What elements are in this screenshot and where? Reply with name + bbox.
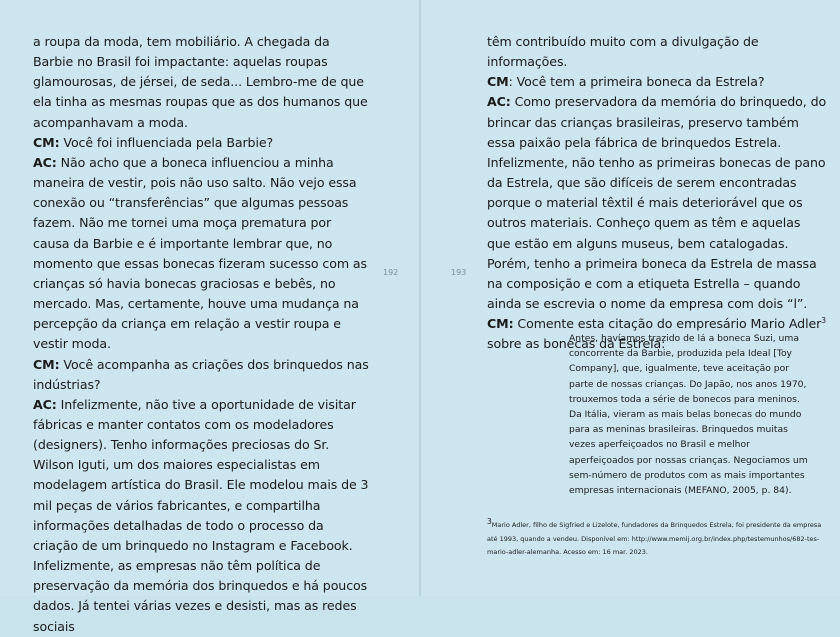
speaker-label: CM: xyxy=(33,356,60,372)
answer-paragraph: AC: Não acho que a boneca influenciou a minha maneira de vestir, pois não uso salto. Não vejo essa conexão ou “transferências” que algumas pessoas fazem. Não me tornei uma moça prematura por causa da Barbie e é importante lembrar que, no momento que essas bonecas fizeram sucesso com as crianças só havia bonecas graciosas e bebês, no mercado. Mas, certamente, houve uma mudança na percepção da criança em relação a vestir roupa e vestir moda. xyxy=(33,154,368,352)
block-quote: Antes, havíamos trazido de lá a boneca Suzi, uma concorrente da Barbie, produzida pela Ideal [Toy Company], que, igualmente, teve aceitação por parte de nossas crianças. Do Japão, nos anos 1970, trouxemos toda a série de bonecos para meninos. Da Itália, vieram as mais belas bonecas do mundo para as meninas brasileiras. Brinquedos muitas vezes aperfeiçoados no Brasil e melhor aperfeiçoados por nossas crianças. Negociamos um sem-número de produtos com as mais importantes empresas internacionais (MEFANO, 2005, p. 84). xyxy=(569,333,808,497)
question-paragraph: CM: Você acompanha as criações dos brinquedos nas indústrias? xyxy=(33,356,369,392)
speaker-label: AC: xyxy=(33,154,57,170)
question-paragraph: CM: Você foi influenciada pela Barbie? xyxy=(33,134,274,150)
footnote: $^3$Mario Adler, filho de Sigfried e Lizelote, fundadores da Brinquedos Estrela, foi presidente da empresa até 1993, quando a vendeu. Disponível em: http://www.memij.org.br/index.php/testemunhos/682-tes-mario-adler-alemanha. Acesso em: 16 mar. 2023. xyxy=(487,516,822,557)
left-page xyxy=(0,0,419,634)
right-page xyxy=(421,0,840,596)
speaker-label: CM: xyxy=(487,316,514,332)
left-text-column xyxy=(33,32,371,637)
question-paragraph: CM: Comente esta citação do empresário Mario Adler$^3$ sobre as bonecas da Estrela: xyxy=(487,316,826,352)
paragraph: têm contribuído muito com a divulgação de informações. xyxy=(487,34,759,70)
speaker-label: CM xyxy=(487,74,509,90)
speaker-label: AC: xyxy=(33,396,57,412)
right-text-column xyxy=(487,32,827,355)
page-number: 192 xyxy=(383,268,399,277)
paragraph: a roupa da moda, tem mobiliário. A chegada da Barbie no Brasil foi impactante: aquelas roupas glamourosas, de jérsei, de seda... Lembro-me de que ela tinha as mesmas roupas que as dos humanos que acompanhavam a moda. xyxy=(33,34,368,130)
speaker-label: AC: xyxy=(487,94,511,110)
page-number: 193 xyxy=(451,268,467,277)
answer-paragraph: AC: Como preservadora da memória do brinquedo, do brincar das crianças brasileiras, preservo também essa paixão pela fábrica de brinquedos Estrela. Infelizmente, não tenho as primeiras bonecas de pano da Estrela, que são difíceis de serem encontradas porque o material têxtil é mais deteriorável que os outros materiais. Conheço quem as têm e aquelas que estão em alguns museus, bem catalogadas. Porém, tenho a primeira boneca da Estrela de massa na composição e com a etiqueta Estrella – quando ainda se escrevia o nome da empresa com dois “l”. xyxy=(487,94,827,312)
footnote-ref[interactable]: 3 xyxy=(821,316,826,325)
footnote-marker: 3 xyxy=(487,516,492,526)
question-paragraph: CM: Você tem a primeira boneca da Estrela? xyxy=(487,74,765,90)
speaker-label: CM: xyxy=(33,134,60,150)
answer-paragraph: AC: Infelizmente, não tive a oportunidade de visitar fábricas e manter contatos com os modeladores (designers). Tenho informações preciosas do Sr. Wilson Iguti, um dos maiores especialistas em modelagem artística do Brasil. Ele modelou mais de 3 mil peças de vários fabricantes, e compartilha informações detalhadas de todo o processo da criação de um brinquedo no Instagram e Facebook. Infelizmente, as empresas não têm política de preservação da memória dos brinquedos e há poucos dados. Já tentei várias vezes e desisti, mas as redes sociais xyxy=(33,396,369,634)
